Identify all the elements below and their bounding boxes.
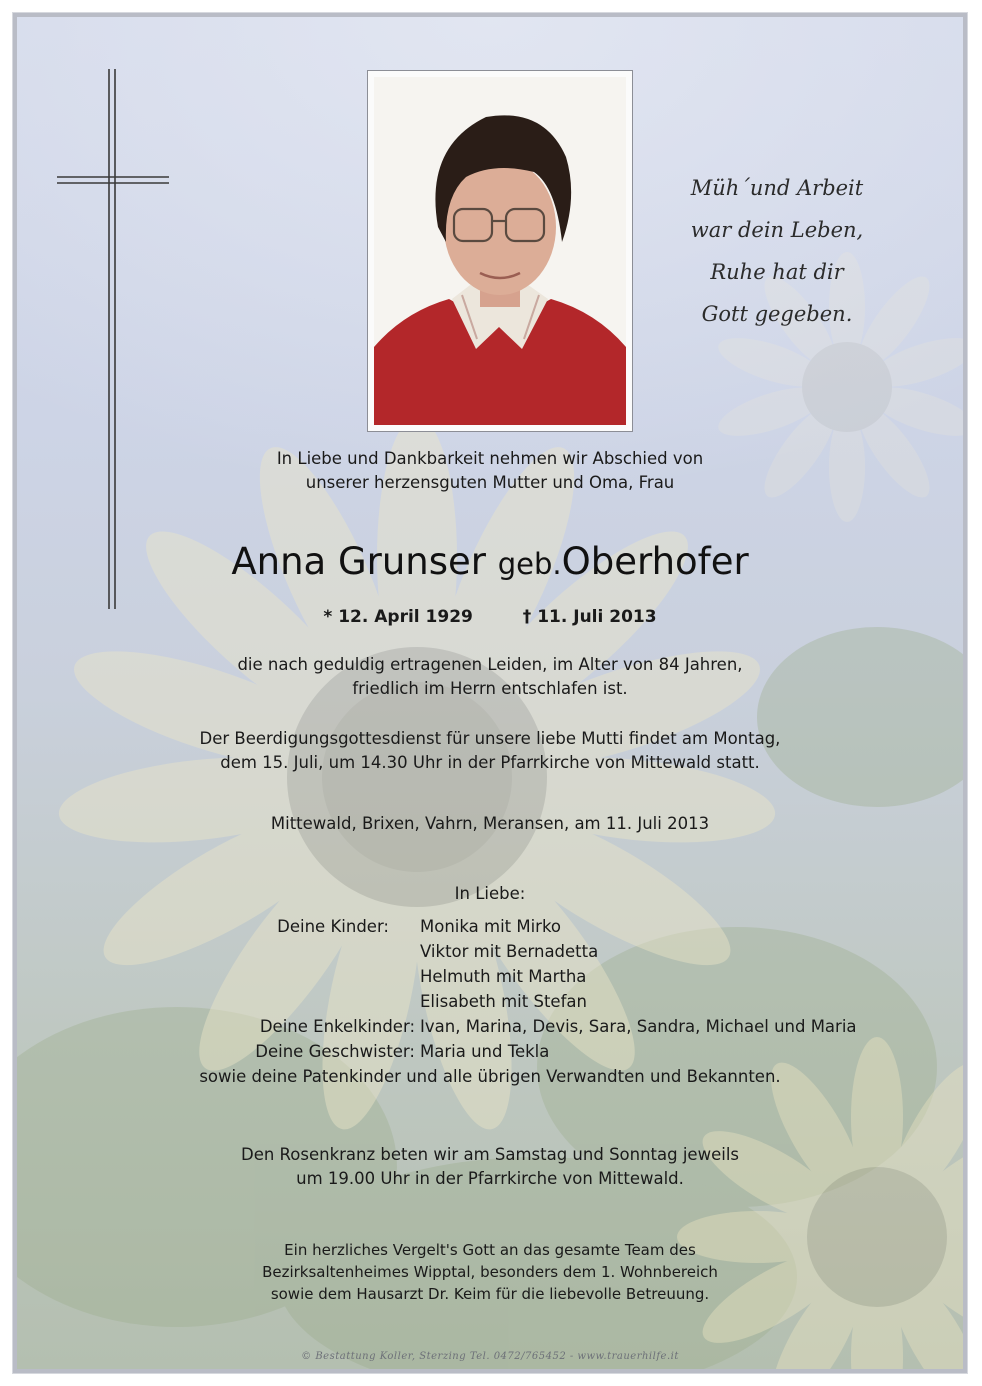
family-row (17, 1039, 963, 1064)
family-list (17, 914, 963, 1089)
deceased-name (17, 539, 963, 587)
thanks-line: Ein herzliches Vergelt's Gott an das gesamte Team des (284, 1241, 696, 1259)
thanks-line: Bezirksaltenheimes Wipptal, besonders dem 1. Wohnbereich (262, 1263, 718, 1281)
grandchildren-names: Ivan, Marina, Devis, Sara, Sandra, Michael und Maria (420, 1017, 857, 1036)
child-entry: Elisabeth mit Stefan (420, 992, 587, 1011)
child-entry: Viktor mit Bernadetta (420, 942, 599, 961)
memorial-quote (657, 167, 897, 335)
undertaker-footer: © Bestattung Koller, Sterzing Tel. 0472/765452 - www.trauerhilfe.it (301, 1351, 679, 1362)
family-row (17, 914, 963, 939)
funeral-line: Der Beerdigungsgottesdienst für unsere liebe Mutti findet am Montag, (199, 729, 781, 748)
quote-line: Müh´und Arbeit (690, 176, 864, 200)
intro-line: unserer herzensguten Mutter und Oma, Frau (305, 473, 675, 492)
siblings-names: Maria und Tekla (420, 1042, 550, 1061)
siblings-label: Deine Geschwister: (255, 1042, 415, 1061)
portrait-image (374, 77, 626, 425)
place-date: Mittewald, Brixen, Vahrn, Meransen, am 11. Juli 2013 (270, 814, 710, 833)
birth-date: * 12. April 1929 (323, 607, 473, 627)
quote-line: Ruhe hat dir (710, 260, 844, 284)
rosary-line: Den Rosenkranz beten wir am Samstag und Sonntag jeweils (241, 1145, 739, 1164)
full-name: Anna Grunser (231, 540, 486, 583)
death-date: † 11. Juli 2013 (522, 607, 657, 627)
grandchildren-label: Deine Enkelkinder: (259, 1017, 415, 1036)
latin-cross-icon (57, 69, 169, 609)
geb-label: geb. (497, 547, 562, 581)
family-row (17, 1014, 963, 1039)
rosary-line: um 19.00 Uhr in der Pfarrkirche von Mittewald. (296, 1169, 684, 1188)
quote-line: war dein Leben, (690, 218, 864, 242)
child-entry: Helmuth mit Martha (420, 967, 587, 986)
quote-line: Gott gegeben. (701, 302, 853, 326)
in-love-heading: In Liebe: (454, 884, 526, 903)
family-row (17, 964, 963, 989)
maiden-name: Oberhofer (561, 540, 749, 583)
obituary-card (13, 13, 967, 1373)
obituary-content (17, 17, 963, 1369)
others-line: sowie deine Patenkinder und alle übrigen Verwandten und Bekannten. (199, 1067, 781, 1086)
intro-line: In Liebe und Dankbarkeit nehmen wir Abschied von (276, 449, 704, 468)
child-entry: Monika mit Mirko (420, 917, 562, 936)
portrait-photo (367, 70, 633, 432)
funeral-line: dem 15. Juli, um 14.30 Uhr in der Pfarrkirche von Mittewald statt. (220, 753, 760, 772)
passing-line: die nach geduldig ertragenen Leiden, im Alter von 84 Jahren, (237, 655, 743, 674)
family-row (17, 989, 963, 1014)
life-dates (17, 605, 963, 629)
family-row (17, 939, 963, 964)
passing-line: friedlich im Herrn entschlafen ist. (352, 679, 628, 698)
thanks-line: sowie dem Hausarzt Dr. Keim für die liebevolle Betreuung. (270, 1285, 710, 1303)
children-label: Deine Kinder: (277, 917, 389, 936)
